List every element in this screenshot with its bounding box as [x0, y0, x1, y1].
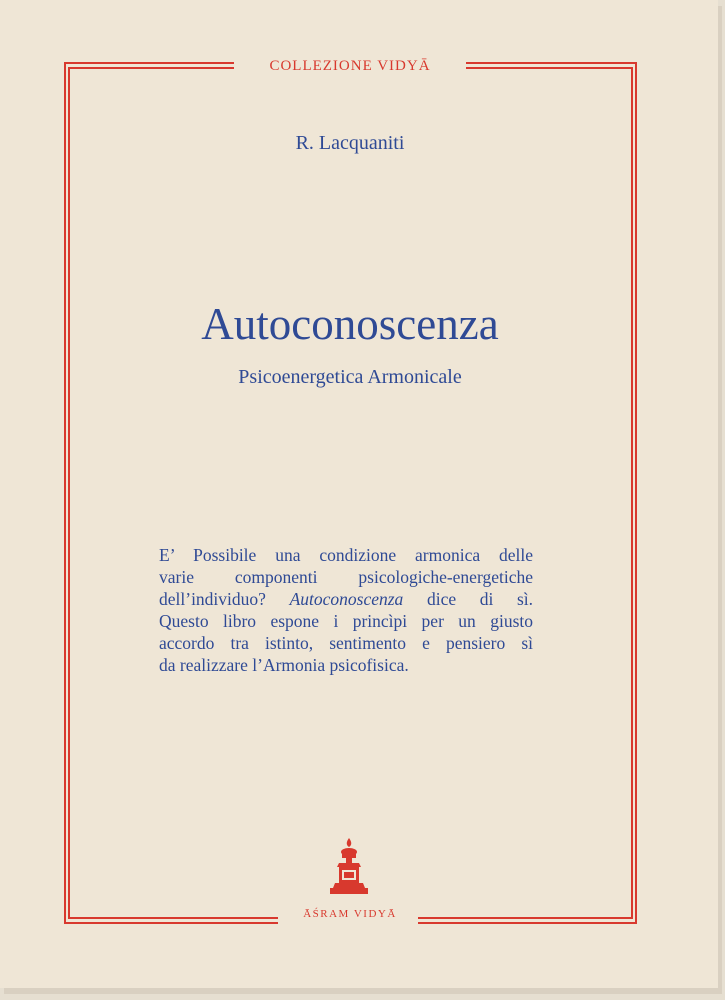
book-title: Autoconoscenza [201, 299, 499, 349]
oil-lamp-emblem-icon [327, 836, 371, 898]
author-name: R. Lacquaniti [295, 132, 405, 154]
cover-blurb [159, 544, 533, 676]
blurb-line: accordo tra istinto, sentimento e pensiero sì [159, 633, 533, 653]
blurb-text: dell’individuo? [159, 589, 266, 609]
blurb-line: da realizzare l’Armonia psicofisica. [159, 655, 409, 675]
publisher-name: ĀŚRAM VIDYĀ [303, 908, 397, 920]
blurb-line: E’ Possibile una condizione armonica delle [159, 545, 533, 565]
blurb-line: varie componenti psicologiche-energetiche [159, 567, 533, 587]
series-name: COLLEZIONE VIDYĀ [269, 58, 431, 74]
blurb-line: Questo libro espone i princìpi per un giusto [159, 611, 533, 631]
blurb-text: dice di sì. [426, 589, 534, 609]
blurb-line [159, 588, 533, 610]
blurb-title-ref: Autoconoscenza [289, 589, 404, 609]
book-subtitle: Psicoenergetica Armonicale [238, 366, 462, 388]
